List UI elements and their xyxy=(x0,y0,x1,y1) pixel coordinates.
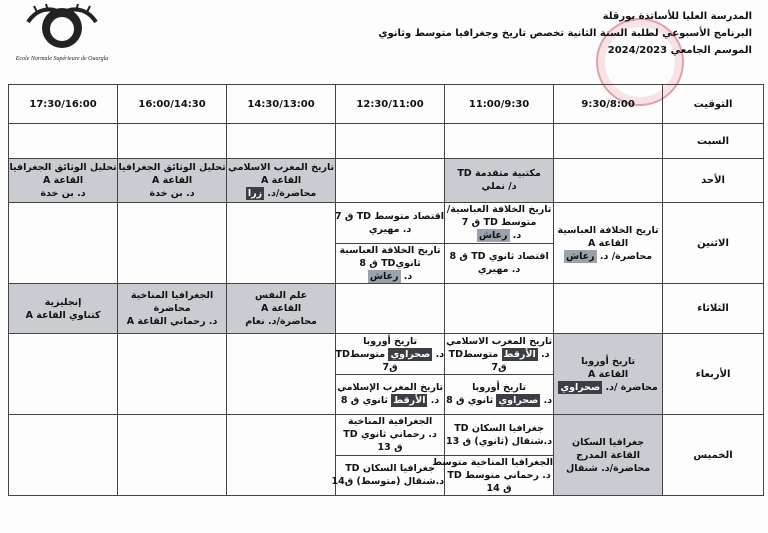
academic-year: الموسم الجامعي 2024/2023 xyxy=(607,45,752,56)
header-row xyxy=(9,85,764,124)
row-sunday xyxy=(9,158,764,202)
course-cell: اقتصاد متوسط TD ق 7 د. مهيري تاريخ الخلافة العباسية ثانويTD ق 8 د. رعاش xyxy=(336,203,445,284)
school-logo xyxy=(8,2,116,64)
slot-5: 16:00/14:30 xyxy=(118,85,227,124)
school-name: المدرسة العليا للأساتذة بورقلة xyxy=(602,11,752,22)
course-cell: تحليل الوثائق الجغرافيا القاعة A د. بن خدة xyxy=(118,158,227,202)
row-monday xyxy=(9,203,764,284)
course-cell: تاريخ المغرب الاسلامي د. الأرقط متوسطTD ق7 تاريخ أوروبا د. صحراوي ثانوي ق 8 xyxy=(445,334,554,415)
day-monday: الاثنين xyxy=(663,203,764,284)
course-cell: تاريخ المغرب الاسلامي القاعة A محاضرة/د. زرا xyxy=(227,158,336,202)
slot-4: 14:30/13:00 xyxy=(227,85,336,124)
row-thursday xyxy=(9,415,764,496)
course-cell: علم النفس القاعة A محاضرة/د. نعام xyxy=(227,283,336,333)
course-cell: إنجليزية كتناوي القاعة A xyxy=(9,283,118,333)
course-cell: تاريخ أوروبا القاعة A محاضرة /د. صحراوي xyxy=(554,334,663,415)
logo-caption: Ecole Normale Supérieure de Ouargla xyxy=(15,56,109,62)
row-saturday xyxy=(9,124,764,158)
document-header xyxy=(282,8,752,59)
course-cell: تاريخ الخلافة العباسية/ متوسط TD ق 7 د. رعاش اقتصاد ثانوي TD ق 8 د. مهيري xyxy=(445,203,554,284)
course-cell: مكتبية متقدمة TD د/ نملي xyxy=(445,158,554,202)
program-title: البرنامج الأسبوعي لطلبة السنة الثانية تخصص تاريخ وجغرافيا متوسط وثانوي xyxy=(378,28,752,39)
day-wednesday: الأربعاء xyxy=(663,334,764,415)
day-tuesday: الثلاثاء xyxy=(663,283,764,333)
slot-6: 17:30/16:00 xyxy=(9,85,118,124)
course-cell: تاريخ الخلافة العباسية القاعة A محاضرة/ د. رعاش xyxy=(554,203,663,284)
course-cell: الجغرافية المناخية د. رحماني ثانوي TD ق 13 جغرافيا السكان TD د.شنقال (متوسط) ق14 xyxy=(336,415,445,496)
time-header: التوقيت xyxy=(663,85,764,124)
slot-1: 9:30/8:00 xyxy=(554,85,663,124)
day-sunday: الأحد xyxy=(663,158,764,202)
day-saturday: السبت xyxy=(663,124,764,158)
row-tuesday xyxy=(9,283,764,333)
day-thursday: الخميس xyxy=(663,415,764,496)
course-cell: جغرافيا السكان القاعة المدرج محاضرة/د. شنقال xyxy=(554,415,663,496)
course-cell: تاريخ أوروبا د. صحراوي متوسطTD ق7 تاريخ المغرب الإسلامي د. الأرقط ثانوي ق 8 xyxy=(336,334,445,415)
weekly-schedule-table xyxy=(8,84,764,496)
course-cell: جغرافيا السكان TD د.شنقال (ثانوي) ق 13 الجغرافيا المناخية متوسط د. رحماني متوسط TD ق 14 xyxy=(445,415,554,496)
slot-2: 11:00/9:30 xyxy=(445,85,554,124)
slot-3: 12:30/11:00 xyxy=(336,85,445,124)
course-cell: الجغرافيا المناخية محاضرة د. رحماني القاعة A xyxy=(118,283,227,333)
row-wednesday xyxy=(9,334,764,415)
course-cell: تحليل الوثائق الجغرافيا القاعة A د. بن خدة xyxy=(9,158,118,202)
